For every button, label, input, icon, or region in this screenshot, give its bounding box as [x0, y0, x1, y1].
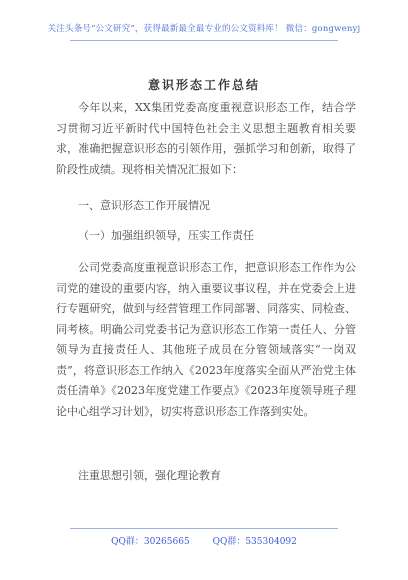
- footer-qq-group-2: QQ群：535304092: [212, 537, 297, 547]
- footer: [0, 534, 408, 547]
- subsection-1-text: 公司党委高度重视意识形态工作，把意识形态工作作为公司党的建设的重要内容，纳入重要议事议程，并在党委会上进行专题研究，做到与经营管理工作同部署、同落实、同检查、同考核。明确公司党委书记为意识形态工作第一责任人、分管领导为直接责任人、其他班子成员在分管领域落实“一岗双责”，将意识形态工作纳入《2023年度落实全面从严治党主体责任清单》《2023年度党建工作要点》《2023年度领导班子理论中心组学习计划》，切实将意识形态工作落到实处。: [56, 261, 356, 418]
- document-title: 意识形态工作总结: [147, 78, 260, 92]
- subsection-heading-2-text: 注重思想引领，强化理论教育: [78, 469, 221, 482]
- section-heading-1-text: 一、意识形态工作开展情况: [78, 199, 210, 212]
- footer-divider: [70, 528, 338, 529]
- footer-qq-group-1: QQ群：30265665: [111, 537, 190, 547]
- subsection-heading-1: [56, 226, 356, 247]
- subsection-heading-1-text: （一）加强组织领导，压实工作责任: [78, 229, 254, 242]
- header-banner: 关注头条号“公文研究”，获得最新最全最专业的公文资料库！ 微信：gongwenyj: [47, 24, 361, 34]
- subsection-heading-2: [56, 466, 356, 487]
- intro-paragraph: [56, 98, 356, 180]
- section-heading-1: [56, 196, 356, 217]
- intro-text: 今年以来，XX集团党委高度重视意识形态工作，结合学习贯彻习近平新时代中国特色社会主义思想主题教育相关要求，准确把握意识形态的引领作用，强抓学习和创新，取得了阶段性成绩。现将相关情况汇报如下：: [56, 101, 356, 176]
- header-divider: [70, 40, 338, 41]
- subsection-1-paragraph: [56, 258, 356, 422]
